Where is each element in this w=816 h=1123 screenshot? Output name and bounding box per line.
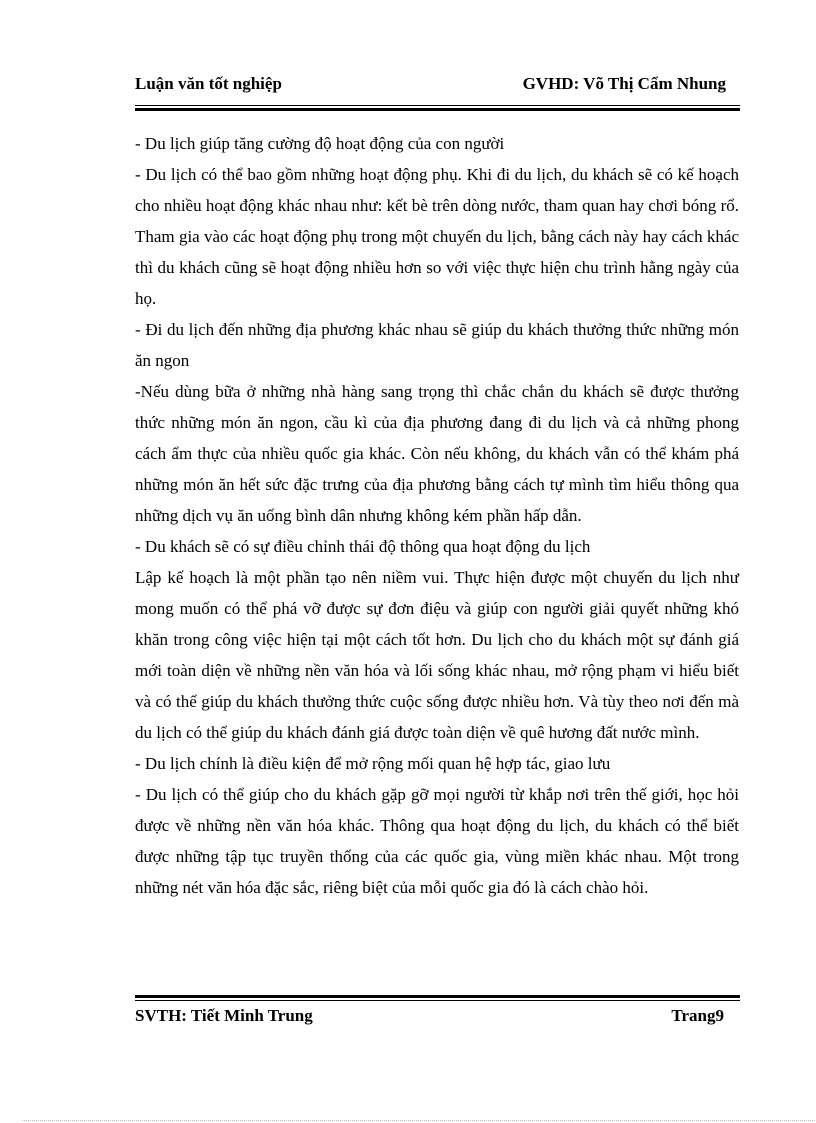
paragraph-2: - Du lịch có thể bao gồm những hoạt động phụ. Khi đi du lịch, du khách sẽ có kế hoạch cho nhiều hoạt động khác nhau như: kết bè trên dòng nước, tham quan hay chơi bóng rổ. Tham gia vào các hoạt động phụ trong một chuyến du lịch, bằng cách này hay cách khác thì du khách cũng sẽ hoạt động nhiều hơn so với việc thực hiện chu trình hằng ngày của họ. <box>135 165 739 308</box>
footer-rule <box>135 995 740 1001</box>
paragraph-4: -Nếu dùng bữa ở những nhà hàng sang trọng thì chắc chắn du khách sẽ được thưởng thức những món ăn ngon, cầu kì của địa phương đang đi du lịch và cả những phong cách ẩm thực của nhiều quốc gia khác. Còn nếu không, du khách vẫn có thể khám phá những món ăn hết sức đặc trưng của địa phương bằng cách tự mình tìm hiểu thông qua những dịch vụ ăn uống bình dân nhưng không kém phần hấp dẫn. <box>135 382 739 525</box>
paragraph-5: - Du khách sẽ có sự điều chỉnh thái độ thông qua hoạt động du lịch <box>135 537 591 556</box>
body-text <box>135 128 739 903</box>
paragraph-8: - Du lịch có thể giúp cho du khách gặp gỡ mọi người từ khắp nơi trên thế giới, học hỏi được về những nền văn hóa khác. Thông qua hoạt động du lịch, du khách có thể biết được những tập tục truyền thống của các quốc gia, vùng miền khác nhau. Một trong những nét văn hóa đặc sắc, riêng biệt của mỗi quốc gia đó là cách chào hỏi. <box>135 785 739 897</box>
paragraph-1: - Du lịch giúp tăng cường độ hoạt động của con người <box>135 134 505 153</box>
page-edge-divider <box>22 1120 816 1121</box>
footer-student: SVTH: Tiết Minh Trung <box>135 1006 313 1025</box>
header-rule <box>135 105 740 111</box>
paragraph-3: - Đi du lịch đến những địa phương khác nhau sẽ giúp du khách thưởng thức những món ăn ngon <box>135 320 739 370</box>
page-footer <box>135 1006 740 1030</box>
paragraph-6: Lập kế hoạch là một phần tạo nên niềm vui. Thực hiện được một chuyến du lịch như mong muốn có thể phá vỡ được sự đơn điệu và giúp con người giải quyết những khó khăn trong công việc hiện tại một cách tốt hơn. Du lịch cho du khách một sự đánh giá mới toàn diện về những nền văn hóa và lối sống khác nhau, mở rộng phạm vi hiểu biết và có thể giúp du khách thưởng thức cuộc sống được nhiều hơn. Và tùy theo nơi đến mà du lịch có thể giúp du khách đánh giá được toàn diện về quê hương đất nước mình. <box>135 568 739 742</box>
paragraph-7: - Du lịch chính là điều kiện để mở rộng mối quan hệ hợp tác, giao lưu <box>135 754 611 773</box>
page-header <box>135 74 738 98</box>
page-number: Trang9 <box>671 1006 724 1025</box>
header-thesis-title: Luận văn tốt nghiệp <box>135 74 282 93</box>
header-supervisor: GVHD: Võ Thị Cẩm Nhung <box>522 74 726 93</box>
